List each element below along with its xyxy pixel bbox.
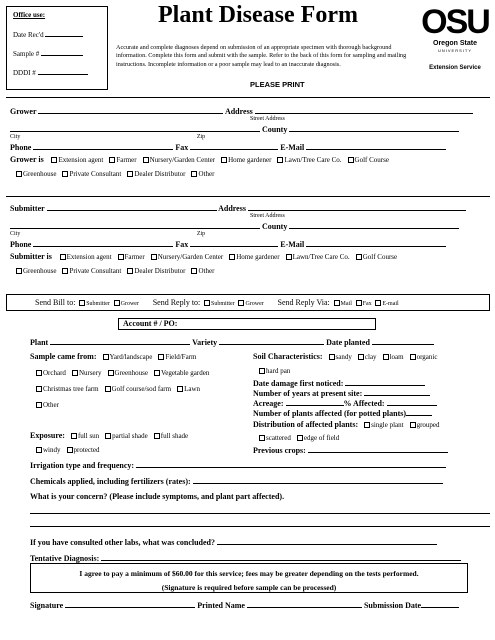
- distribution-checkbox[interactable]: [259, 435, 265, 441]
- soil-option[interactable]: [381, 353, 404, 361]
- date-recd-field[interactable]: [45, 29, 83, 37]
- submitter-field[interactable]: [47, 203, 217, 211]
- via-mail-label: Mail: [340, 301, 352, 307]
- submitter-type-option-label: Home gardener: [236, 253, 280, 261]
- grower-city-field[interactable]: [10, 124, 260, 132]
- grower-type-option[interactable]: [275, 156, 341, 164]
- submitter-street-caption: Street Address: [250, 213, 285, 219]
- sample-from-checkbox[interactable]: [158, 354, 164, 360]
- submitter-type-option[interactable]: [354, 253, 397, 261]
- sample-from-option-label: Other: [43, 401, 59, 409]
- submitter-type-checkbox[interactable]: [286, 254, 292, 260]
- grower-fax-label: Fax: [175, 143, 189, 152]
- grower-type-option-label: Private Consultant: [69, 170, 122, 178]
- sample-from-option-label: Nursery: [78, 369, 102, 377]
- irrigation-field[interactable]: [136, 460, 446, 468]
- distribution-checkbox[interactable]: [297, 435, 303, 441]
- chemicals-label: Chemicals applied, including fertilizers (rates):: [30, 477, 191, 486]
- tentative-field[interactable]: [101, 553, 461, 561]
- send-bill-label: Send Bill to:: [35, 298, 76, 307]
- plant-row: [30, 337, 434, 347]
- sample-from-checkbox[interactable]: [72, 370, 78, 376]
- soil-checkbox[interactable]: [358, 354, 364, 360]
- submitter-city-caption: City: [10, 231, 21, 237]
- distribution-option-label: scattered: [266, 434, 291, 442]
- grower-type-option[interactable]: [189, 170, 214, 178]
- submitter-type-option-label: Golf Course: [362, 253, 398, 261]
- submitter-email-label: E-Mail: [280, 240, 305, 249]
- grower-field[interactable]: [38, 106, 223, 114]
- sample-from-option[interactable]: [34, 385, 99, 393]
- sample-from-option-label: Vegetable garden: [160, 369, 210, 377]
- signature-field[interactable]: [65, 600, 195, 608]
- grower-type-option-label: Greenhouse: [23, 170, 57, 178]
- reply-submitter-checkbox[interactable]: [204, 300, 210, 306]
- previous-crops-label: Previous crops:: [253, 446, 306, 455]
- sample-from-option-label: Lawn: [184, 385, 201, 393]
- grower-address-label: Address: [224, 107, 253, 116]
- sample-from-option[interactable]: [34, 369, 66, 377]
- sample-from-option[interactable]: [34, 401, 59, 409]
- exposure-option-label: windy: [43, 446, 61, 454]
- sample-from-checkbox[interactable]: [36, 402, 42, 408]
- submitter-address-label: Address: [218, 204, 246, 213]
- sample-from-checkbox[interactable]: [177, 386, 183, 392]
- via-fax-checkbox[interactable]: [356, 300, 362, 306]
- grower-type-checkbox[interactable]: [16, 171, 22, 177]
- submitter-type-option-label: Lawn/Tree Care Co.: [292, 253, 350, 261]
- irrigation-label: Irrigation type and frequency:: [30, 461, 135, 470]
- sample-from-option-label: Christmas tree farm: [43, 385, 99, 393]
- agreement-text: I agree to pay a minimum of $60.00 for this service; fees may be greater depending on the tests performed.: [79, 569, 419, 578]
- sample-from-option-label: Orchard: [43, 369, 66, 377]
- grower-type-option[interactable]: [125, 170, 185, 178]
- soil-option[interactable]: [327, 353, 352, 361]
- sample-from-option[interactable]: [70, 369, 102, 377]
- osu-logo-line1: Oregon State: [433, 40, 477, 47]
- distribution-option-label: edge of field: [303, 434, 340, 442]
- reply-grower-label: Grower: [245, 301, 264, 307]
- sample-from-checkbox[interactable]: [103, 354, 109, 360]
- soil-option-label: sandy: [335, 353, 352, 361]
- sample-no-label: Sample #: [13, 50, 40, 58]
- exposure-label: Exposure:: [30, 431, 65, 440]
- submitter-city-field[interactable]: [10, 221, 260, 229]
- divider: [6, 196, 490, 197]
- submitter-type-option-label: Private Consultant: [69, 267, 122, 275]
- grower-type-checkbox[interactable]: [127, 171, 133, 177]
- first-noticed-field[interactable]: [345, 378, 425, 386]
- submitter-type-option-label: Nursery/Garden Center: [157, 253, 224, 261]
- exposure-option[interactable]: [152, 432, 188, 440]
- osu-logo-mark: OSU: [421, 3, 489, 41]
- sample-from-checkbox[interactable]: [36, 386, 42, 392]
- plants-affected-label: Number of plants affected (for potted plants): [253, 409, 407, 418]
- exposure-checkbox[interactable]: [105, 433, 111, 439]
- tentative-label: Tentative Diagnosis:: [30, 554, 100, 563]
- grower-type-checkbox[interactable]: [277, 157, 283, 163]
- exposure-checkbox[interactable]: [67, 447, 73, 453]
- osu-logo: [418, 4, 492, 92]
- divider: [6, 97, 490, 98]
- grower-type-option-label: Home gardener: [228, 156, 272, 164]
- grower-street-caption: Street Address: [250, 116, 285, 122]
- via-fax-label: Fax: [362, 301, 372, 307]
- exposure-checkbox[interactable]: [36, 447, 42, 453]
- plants-affected-field[interactable]: [406, 408, 432, 416]
- grower-type-checkbox[interactable]: [143, 157, 149, 163]
- extension-service-label: Extension Service: [429, 65, 481, 71]
- variety-field[interactable]: [219, 337, 324, 345]
- submission-date-field[interactable]: [421, 600, 459, 608]
- send-options-box: [6, 294, 490, 311]
- grower-type-option-label: Farmer: [116, 156, 137, 164]
- plant-field[interactable]: [50, 337, 190, 345]
- grower-type-option-label: Golf Course: [354, 156, 389, 164]
- grower-county-field[interactable]: [289, 124, 459, 132]
- exposure-option[interactable]: [65, 446, 100, 454]
- previous-crops-field[interactable]: [308, 445, 448, 453]
- submitter-type-option[interactable]: [58, 253, 112, 261]
- form-description: Accurate and complete diagnoses depend on submission of an appropriate specimen with thorough background information. Complete this form and submit with the sample. Refer to the back of this form for sampling and mailing instructions. Incomplete information or a poor sample may lead to an inaccurate diagnosis.: [116, 44, 407, 68]
- submitter-zip-caption: Zip: [196, 231, 206, 237]
- grower-type-checkbox[interactable]: [62, 171, 68, 177]
- soil-label: Soil Characteristics:: [253, 352, 323, 361]
- distribution-option[interactable]: [295, 434, 339, 442]
- grower-type-option[interactable]: [60, 170, 121, 178]
- grower-type-checkbox[interactable]: [109, 157, 115, 163]
- submitter-county-label: County: [262, 222, 288, 231]
- soil-option[interactable]: [356, 353, 377, 361]
- please-print-note: PLEASE PRINT: [250, 80, 305, 89]
- submitter-type-checkbox[interactable]: [127, 268, 133, 274]
- submitter-type-checkbox[interactable]: [62, 268, 68, 274]
- distribution-label: Distribution of affected plants:: [253, 420, 359, 429]
- grower-zip-caption: Zip: [196, 134, 206, 140]
- osu-logo-line2: UNIVERSITY: [437, 48, 472, 53]
- grower-type-option-label: Extension agent: [58, 156, 104, 164]
- submitter-type-checkbox[interactable]: [356, 254, 362, 260]
- send-reply-via-label: Send Reply Via:: [277, 298, 330, 307]
- submitter-type-option[interactable]: [14, 267, 56, 275]
- pct-affected-field[interactable]: [387, 398, 437, 406]
- signature-row: [30, 600, 459, 610]
- grower-type-option[interactable]: [346, 156, 389, 164]
- sample-from-option-label: Field/Farm: [165, 353, 197, 361]
- plant-label: Plant: [30, 338, 49, 347]
- other-labs-field[interactable]: [217, 537, 437, 545]
- submitter-type-checkbox[interactable]: [60, 254, 66, 260]
- first-noticed-label: Date damage first noticed:: [253, 379, 344, 388]
- exposure-option[interactable]: [34, 446, 61, 454]
- exposure-option-label: partial shade: [112, 432, 148, 440]
- grower-type-option[interactable]: [219, 156, 271, 164]
- submitter-phone-field[interactable]: [33, 239, 173, 247]
- submitter-type-option-label: Extension agent: [66, 253, 112, 261]
- sample-from-option[interactable]: [101, 353, 153, 361]
- submitter-label: Submitter: [10, 204, 45, 213]
- grower-fax-field[interactable]: [190, 142, 278, 150]
- submitter-type-option-label: Farmer: [124, 253, 145, 261]
- grower-type-checkbox[interactable]: [51, 157, 57, 163]
- grower-city-caption: City: [10, 134, 21, 140]
- grower-phone-field[interactable]: [33, 142, 173, 150]
- sample-from-block: [30, 352, 245, 454]
- submitter-type-checkbox[interactable]: [191, 268, 197, 274]
- grower-address-field[interactable]: [255, 106, 473, 114]
- exposure-option[interactable]: [103, 432, 148, 440]
- soil-checkbox[interactable]: [410, 354, 416, 360]
- grower-email-label: E-Mail: [280, 143, 305, 152]
- submitter-type-checkbox[interactable]: [151, 254, 157, 260]
- soil-checkbox[interactable]: [383, 354, 389, 360]
- submitter-type-option-label: Other: [198, 267, 215, 275]
- office-use-heading: Office use:: [13, 11, 46, 19]
- submitter-address-field[interactable]: [248, 203, 466, 211]
- distribution-option[interactable]: [408, 421, 440, 429]
- sample-from-option[interactable]: [103, 385, 171, 393]
- sample-from-label: Sample came from:: [30, 352, 97, 361]
- send-reply-label: Send Reply to:: [152, 298, 201, 307]
- via-mail-checkbox[interactable]: [334, 300, 340, 306]
- via-email-label: E-mail: [382, 301, 399, 307]
- grower-type-option[interactable]: [107, 156, 136, 164]
- grower-type-option-label: Other: [198, 170, 215, 178]
- grower-type-checkbox[interactable]: [221, 157, 227, 163]
- submitter-type-option[interactable]: [227, 253, 279, 261]
- sample-from-option[interactable]: [175, 385, 200, 393]
- soil-option[interactable]: [408, 353, 438, 361]
- sample-from-checkbox[interactable]: [108, 370, 114, 376]
- submitter-type-option-label: Dealer Distributor: [134, 267, 186, 275]
- grower-county-label: County: [262, 125, 288, 134]
- grower-type-checkbox[interactable]: [191, 171, 197, 177]
- soil-option-label: hard pan: [266, 367, 291, 375]
- grower-type-checkbox[interactable]: [348, 157, 354, 163]
- exposure-checkbox[interactable]: [154, 433, 160, 439]
- account-po-field[interactable]: [118, 318, 376, 330]
- grower-email-field[interactable]: [306, 142, 446, 150]
- reply-submitter-label: Submitter: [211, 301, 235, 307]
- submitter-type-option[interactable]: [60, 267, 121, 275]
- dddi-no-field[interactable]: [38, 67, 88, 75]
- soil-checkbox[interactable]: [329, 354, 335, 360]
- variety-label: Variety: [192, 338, 218, 347]
- office-use-box: [6, 6, 108, 90]
- submitter-type-option[interactable]: [189, 267, 214, 275]
- site-info-block: [253, 352, 493, 455]
- sample-from-option[interactable]: [106, 369, 148, 377]
- submitter-type-option[interactable]: [125, 267, 185, 275]
- grower-block: [10, 106, 490, 178]
- submitter-phone-label: Phone: [10, 240, 32, 249]
- bill-submitter-label: Submitter: [86, 301, 110, 307]
- sample-from-option-label: Golf course/sod farm: [111, 385, 172, 393]
- sample-from-option-label: Yard/landscape: [109, 353, 153, 361]
- distribution-option[interactable]: [362, 421, 403, 429]
- grower-type-option-label: Nursery/Garden Center: [149, 156, 216, 164]
- date-recd-label: Date Rec'd: [13, 31, 44, 39]
- submitter-type-option[interactable]: [149, 253, 224, 261]
- bill-grower-checkbox[interactable]: [114, 300, 120, 306]
- sample-no-field[interactable]: [41, 48, 83, 56]
- concern-field-line2[interactable]: [30, 526, 490, 527]
- exposure-option-label: full sun: [77, 432, 100, 440]
- grower-type-option[interactable]: [141, 156, 216, 164]
- concern-label: What is your concern? (Please include symptoms, and plant part affected).: [30, 492, 285, 501]
- grower-is-label: Grower is: [10, 155, 44, 164]
- grower-phone-label: Phone: [10, 143, 32, 152]
- exposure-checkbox[interactable]: [71, 433, 77, 439]
- submitter-county-field[interactable]: [289, 221, 459, 229]
- sample-from-option[interactable]: [152, 369, 209, 377]
- via-email-checkbox[interactable]: [375, 300, 381, 306]
- submitter-type-checkbox[interactable]: [16, 268, 22, 274]
- signature-label: Signature: [30, 601, 64, 610]
- sample-from-checkbox[interactable]: [36, 370, 42, 376]
- distribution-checkbox[interactable]: [364, 422, 370, 428]
- submitter-type-option-label: Greenhouse: [23, 267, 57, 275]
- concern-field-line1[interactable]: [30, 513, 490, 514]
- other-labs-label: If you have consulted other labs, what was concluded?: [30, 538, 215, 547]
- submitter-fax-field[interactable]: [190, 239, 278, 247]
- submitter-type-checkbox[interactable]: [118, 254, 124, 260]
- sample-from-option-label: Greenhouse: [114, 369, 148, 377]
- grower-type-option-label: Lawn/Tree Care Co.: [284, 156, 342, 164]
- agreement-box: [30, 563, 468, 593]
- printed-name-field[interactable]: [247, 600, 362, 608]
- soil-option-label: organic: [416, 353, 438, 361]
- dddi-no-label: DDDI #: [13, 69, 36, 77]
- exposure-option-label: protected: [73, 446, 100, 454]
- grower-type-option[interactable]: [49, 156, 103, 164]
- grower-type-option[interactable]: [14, 170, 56, 178]
- bill-submitter-checkbox[interactable]: [79, 300, 85, 306]
- submission-date-label: Submission Date: [363, 601, 422, 610]
- reply-grower-checkbox[interactable]: [238, 300, 244, 306]
- grower-type-option-label: Dealer Distributor: [134, 170, 186, 178]
- sample-from-checkbox[interactable]: [105, 386, 111, 392]
- soil-option-label: clay: [364, 353, 377, 361]
- date-planted-label: Date planted: [326, 338, 370, 347]
- exposure-option[interactable]: [69, 432, 99, 440]
- form-title: Plant Disease Form: [158, 2, 358, 28]
- distribution-option[interactable]: [257, 434, 291, 442]
- submitter-type-option[interactable]: [284, 253, 350, 261]
- date-planted-field[interactable]: [372, 337, 434, 345]
- exposure-option-label: full shade: [160, 432, 189, 440]
- bill-grower-label: Grower: [120, 301, 139, 307]
- distribution-option-label: single plant: [371, 421, 404, 429]
- grower-label: Grower: [10, 107, 37, 116]
- soil-option-label: loam: [389, 353, 404, 361]
- distribution-option-label: grouped: [416, 421, 440, 429]
- years-field[interactable]: [364, 388, 430, 396]
- chemicals-field[interactable]: [193, 476, 443, 484]
- printed-name-label: Printed Name: [197, 601, 245, 610]
- submitter-type-checkbox[interactable]: [229, 254, 235, 260]
- submitter-type-option[interactable]: [116, 253, 145, 261]
- sample-from-checkbox[interactable]: [154, 370, 160, 376]
- soil-checkbox[interactable]: [259, 368, 265, 374]
- submitter-is-label: Submitter is: [10, 252, 52, 261]
- acreage-field[interactable]: [286, 398, 344, 406]
- soil-option[interactable]: [257, 367, 290, 375]
- submitter-block: [10, 203, 490, 275]
- submitter-fax-label: Fax: [175, 240, 189, 249]
- submitter-email-field[interactable]: [306, 239, 446, 247]
- agreement-note: (Signature is required before sample can be processed): [161, 583, 337, 592]
- account-po-label: Account # / PO:: [123, 319, 178, 328]
- questions-block: [30, 460, 490, 563]
- years-label: Number of years at present site:: [253, 389, 363, 398]
- sample-from-option[interactable]: [156, 353, 196, 361]
- pct-affected-label: % Affected:: [343, 399, 385, 408]
- distribution-checkbox[interactable]: [410, 422, 416, 428]
- acreage-label: Acreage:: [253, 399, 284, 408]
